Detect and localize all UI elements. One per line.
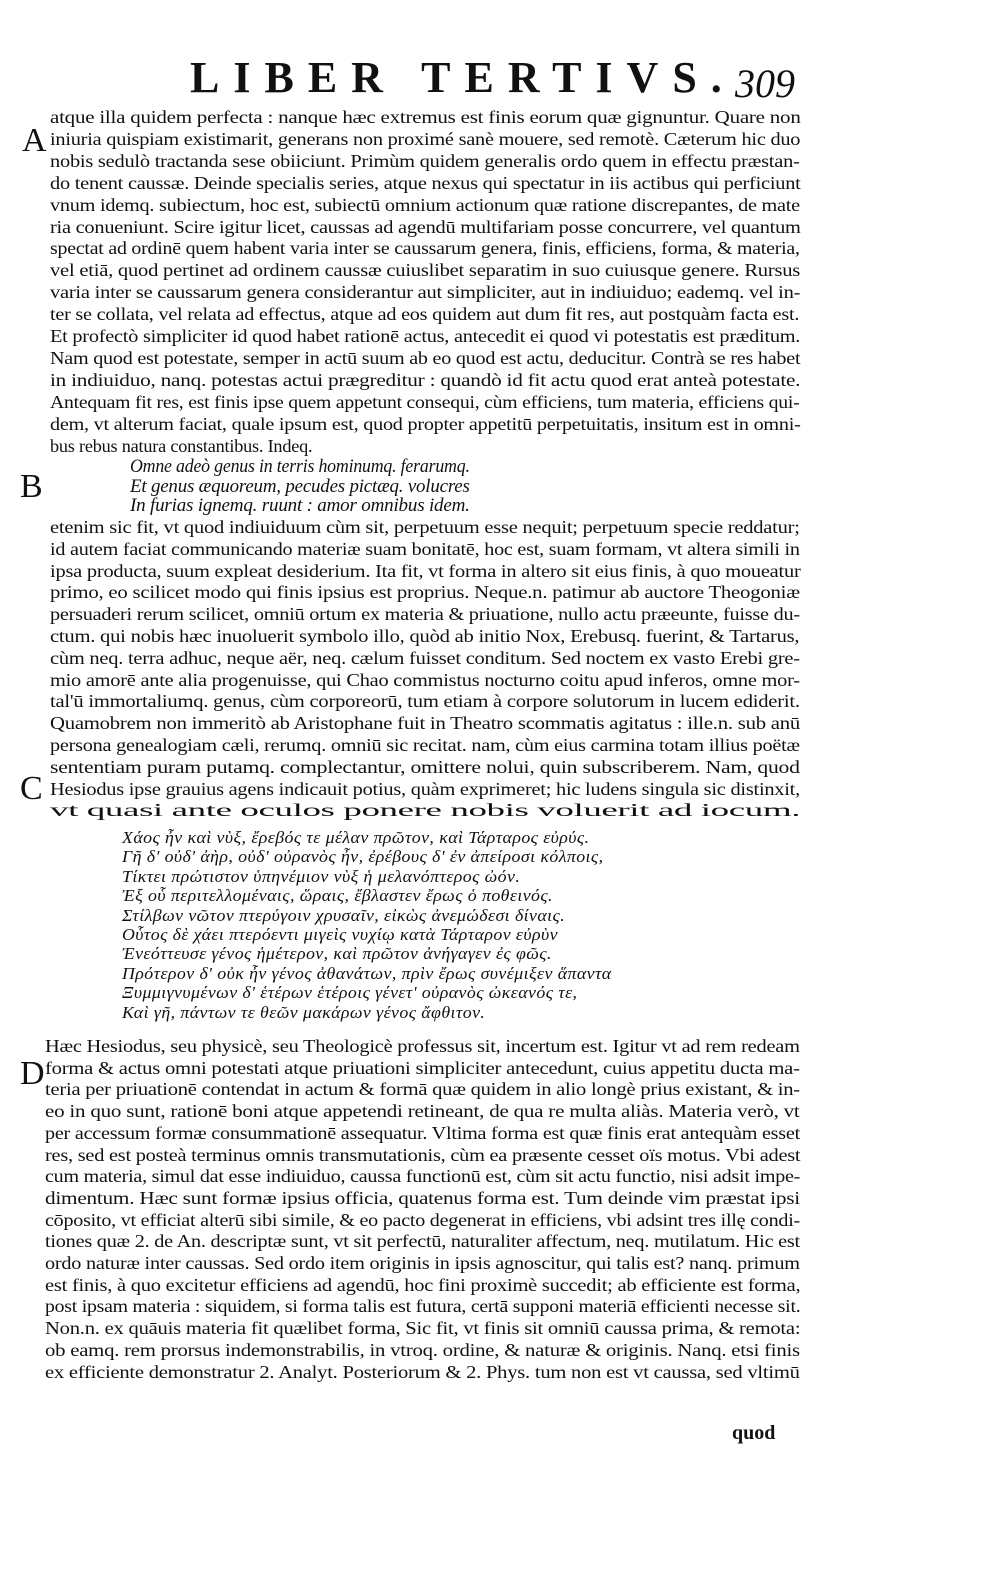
- block3-line: forma & actus omni potestati atque priuationi simpliciter antecedunt, cuius appetitu ducta ma-: [45, 1057, 800, 1078]
- greek-line: Καὶ γῆ, πάντων τε θεῶν μακάρων γένος ἄφθιτον.: [122, 1002, 486, 1022]
- greek-line: Οὗτος δὲ χάει πτερόεντι μιγεὶς νυχίῳ κατὰ Τάρταρον εὐρὺν: [122, 925, 558, 944]
- block2-line: tal'ū immortaliumq. genus, cùm corporeorū, tum etiam à corpore solutorum in lucem ediderit.: [50, 691, 800, 712]
- greek-line: Στίλβων νῶτον πτερύγοιν χρυσαῖν, εἰκὼς ἀνεμώδεσι δίναις.: [122, 905, 566, 925]
- block1-line: vnum idemq. subiectum, hoc est, subiectū omnium actionum quæ ratione discrepantes, de mate: [50, 194, 800, 215]
- block1-line: atque illa quidem perfecta : nanque hæc extremus est finis eorum quæ gignuntur. Quare non: [50, 107, 801, 127]
- greek-line: Πρότερον δ' οὐκ ἦν γένος ἀθανάτων, πρὶν ἔρως συνέμιξεν ἅπαντα: [122, 963, 612, 983]
- block3-line: est finis, à quo excitetur efficiens ad agendū, hoc fini proximè succedit; ab efficiente est forma,: [45, 1274, 801, 1295]
- block3-line: tiones quæ 2. de An. descriptæ sunt, vt sit perfectū, naturaliter affectum, neq. mutilatum. Hic est: [45, 1231, 800, 1252]
- block1-line: iniuria quispiam existimarit, generans non proximé sanè mouere, sed remotè. Cæterum hic duo: [50, 128, 801, 149]
- page-number: 309: [735, 61, 795, 106]
- block2-line: sententiam puram putamq. complectantur, omittere nolui, quin subscriberem. Nam, quod: [50, 756, 800, 777]
- block3-line: per accessum formæ consummationē assequatur. Vltima forma est quæ finis erat antequàm esset: [45, 1122, 800, 1143]
- block1-line: do tenent caussæ. Deinde specialis series, atque nexus qui spectatur in iis actibus qui perficiunt: [50, 172, 801, 193]
- block2-line: Hesiodus ipse grauius agens indicauit potius, quàm exprimeret; hic ludens singula sic distinxit,: [50, 778, 800, 799]
- block2-line: cùm neq. terra adhuc, neque aër, neq. cælum fuisset conditum. Sed noctem ex vasto Erebi gre-: [50, 647, 800, 668]
- block1-line: dem, vt alterum faciat, quale ipsum est, quod propter appetitū perpetuitatis, insitum est in omni-: [50, 413, 801, 434]
- greek-line: Τίκτει πρώτιστον ὑπηνέμιον νὺξ ἡ μελανόπτερος ὠόν.: [122, 866, 521, 886]
- block2-line: primo, eo scilicet modo qui finis ipsius est proprius. Neque.n. patimur ab auctore Theogoniæ: [50, 582, 800, 603]
- running-head: LIBER TERTIVS.: [190, 53, 736, 102]
- margin-letter-d: D: [20, 1055, 45, 1092]
- block3-line: post ipsam materia : siquidem, si forma talis est futura, certā supponi materiā efficienti necesse sit.: [45, 1296, 801, 1317]
- block2-line: id autem faciat communicando materiæ suam bonitatē, hoc est, suam formam, vt altera simili in: [50, 538, 800, 559]
- block3-line: teria per priuationē contendat in actum & formā quæ quidem in alio longè prius existant, & in-: [45, 1079, 800, 1100]
- margin-letter-a: A: [22, 122, 47, 159]
- greek-line: Ἐξ οὗ περιτελλομέναις, ὥραις, ἔβλαστεν ἔρως ὁ ποθεινός.: [122, 886, 553, 906]
- block2-line: persona genealogiam cæli, rerumq. omniū sic recitat. nam, cùm eius carmina totam illius poëtæ: [50, 735, 800, 755]
- block3-line: ob eamq. rem prorsus indemonstrabilis, in vtroq. ordine, & naturæ & originis. Nanq. etsi finis: [45, 1339, 800, 1360]
- block3-line: ordo naturæ inter caussas. Sed ordo item originis in ipsis agnoscitur, qui talis est? nanq. primum: [45, 1253, 800, 1273]
- greek-line: Ἐνεόττευσε γένος ἡμέτερον, καὶ πρῶτον ἀνήγαγεν ἐς φῶς.: [122, 944, 552, 964]
- block2-line: persuaderi rerum scilicet, omniū ortum ex materia & priuatione, nullo actu præeunte, fuisse du-: [50, 604, 800, 625]
- verses-line: Omne adeò genus in terris hominumq. ferarumq.: [130, 457, 470, 477]
- block1-line: ria conueniunt. Scire igitur licet, caussas ad agendū multifariam posse concurrere, vel quantum: [50, 216, 801, 237]
- block1-line: nobis sedulò tractanda sese obiiciunt. Primùm quidem generalis ordo quem in effectu præstan-: [50, 150, 800, 171]
- block1-line: Nam quod est potestate, semper in actū suum ab eo quod est actu, deducitur. Contrà se res habet: [50, 347, 801, 368]
- greek-line: Ξυμμιγνυμένων δ' ἑτέρων ἑτέροις γένετ' οὐρανὸς ὠκεανός τε,: [122, 983, 578, 1003]
- block3-line: res, sed est posteà terminus omnis transmutationis, cùm ea præsente cesset oïs motus. Vbi adest: [45, 1144, 801, 1165]
- block2-line: ipsa producta, suum expleat desiderium. Ita fit, vt forma in altero sit eius finis, à quo moueatur: [50, 560, 801, 581]
- block1-line: spectat ad ordinē quem habent varia inter se caussarum genera, finis, efficiens, forma, & materia,: [50, 238, 800, 259]
- block2-line: Quamobrem non immeritò ab Aristophane fuit in Theatro scommatis agitatus : ille.n. sub anū: [50, 713, 800, 734]
- margin-letter-b: B: [20, 468, 43, 505]
- verses-line: Et genus æquoreum, pecudes pictæq. volucres: [130, 476, 470, 497]
- block3-line: dimentum. Hæc sunt formæ ipsius officia, quatenus forma est. Tum deinde vim præstat ipsi: [45, 1187, 800, 1208]
- block3-line: Hæc Hesiodus, seu physicè, seu Theologicè professus sit, incertum est. Igitur vt ad rem redeam: [45, 1036, 800, 1056]
- block1-line: varia inter se caussarum genera considerantur aut simpliciter, aut in indiuiduo; eademq. vel in-: [50, 282, 801, 303]
- greek-line: Γῆ δ' οὐδ' ἀὴρ, οὐδ' οὐρανὸς ἦν, ἐρέβους δ' ἐν ἀπείροσι κόλποις,: [122, 847, 604, 867]
- block2-line: etenim sic fit, vt quod indiuiduum cùm sit, perpetuum esse nequit; perpetuum specie reddatur;: [50, 517, 800, 537]
- margin-letter-c: C: [20, 770, 43, 807]
- block1-line: vel etiā, quod pertinet ad ordinem caussæ cuiuslibet separatim in suo cuiusque genere. Rursus: [50, 260, 801, 281]
- block3-line: eo in quo sunt, rationē boni atque appetendi retineant, de qua re multa aliàs. Materia verò, vt: [45, 1101, 800, 1122]
- catchword: quod: [732, 1422, 776, 1444]
- greek-line: Χάος ἦν καὶ νὺξ, ἔρεβός τε μέλαν πρῶτον, καὶ Τάρταρος εὐρύς.: [122, 828, 590, 847]
- block3-line: ex efficiente demonstratur 2. Analyt. Posteriorum & 2. Phys. tum non est vt caussa, sed vltimū: [45, 1361, 800, 1382]
- block1-line: Et profectò simpliciter id quod habet rationē actus, antecedit ei quod vi potestatis est præditum.: [50, 326, 801, 346]
- block1-line: in indiuiduo, nanq. potestas actui prægreditur : quandò id fit actu quod erat anteà potestate.: [50, 369, 801, 390]
- block2-line: vt quasi ante oculos ponere nobis voluerit ad iocum.: [50, 800, 801, 821]
- block1-line: Antequam fit res, est finis ipse quem appetunt consequi, cùm efficiens, tum materia, efficiens qui-: [50, 391, 800, 412]
- block2-line: ctum. qui nobis hæc inuoluerit symbolo illo, quòd ab initio Nox, Erebusq. fuerint, & Tartarus,: [50, 626, 800, 646]
- block2-line: mio amorē ante alia progenuisse, qui Chao commistus nocturno coitu apud inferos, omne mor-: [50, 669, 800, 690]
- block3-line: Non.n. ex quāuis materia fit quælibet forma, Sic fit, vt finis sit omniū caussa prima, & remota:: [45, 1318, 801, 1339]
- block1-line: bus rebus natura constantibus. Indeq.: [50, 435, 313, 456]
- block3-line: cōposito, vt efficiat alterū sibi simile, & eo pacto degenerat in efficiens, vbi adsint tres illę condi-: [45, 1209, 801, 1230]
- verses-line: In furias ignemq. ruunt : amor omnibus idem.: [130, 496, 470, 516]
- block3-line: cum materia, simul dat esse indiuiduo, caussa functionū est, cùm sit actu functio, nisi adsit impe-: [45, 1166, 801, 1187]
- block1-line: ter se collata, vel relata ad effectus, atque ad eos quidem aut dum fit res, aut postquàm facta est.: [50, 304, 800, 325]
